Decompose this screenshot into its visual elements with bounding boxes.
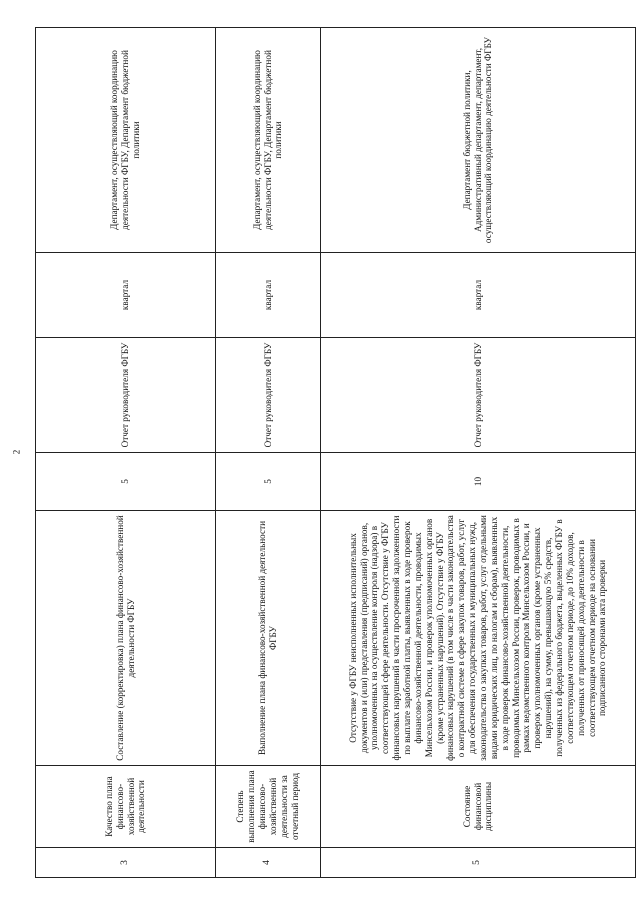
rotated-table-container [35, 28, 635, 878]
responsible-cell: Департамент, осуществляющий координацию деятельности ФГБУ, Департамент бюджетной политики [36, 28, 216, 253]
row-number: 3 [36, 848, 216, 878]
criterion-cell: Отсутствие у ФГБУ неисполненных исполнительных документов и (или) представления (предписаний) органов, уполномоченных на осуществление контроля (надзора) в соответствующей сфере деятельности. Отсутствие у ФГБУ финансовых нарушений в части просроченной задолженности по выплате заработной платы, выявленных в ходе проверок финансово-хозяйственной деятельности, проводимых Минсельхозом России, и проверок уполномоченных органов (кроме устраненных нарушений). Отсутствие у ФГБУ финансовых нарушений (в том числе в части законодательства о контрактной системе в сфере закупок товаров, работ, услуг для обеспечения государственных и муниципальных нужд, законодательства о закупках товаров, работ, услуг отдельными видами юридических лиц, по налогам и сборам), выявленных в ходе проверок финансово-хозяйственной деятельности, проводимых Минсельхозом России, проверок, проводимых в рамках ведомственного контроля Минсельхозом России, и проверок уполномоченных органов (кроме устраненных нарушений), на сумму, превышающую 5% средств, полученных из федерального бюджета, выделенных ФГБУ в соответствующем отчетном периоде, до 10% доходов, полученных от приносящей доход деятельности в соответствующем отчетном периоде на основании подписанного сторонами акта проверки [321, 511, 636, 766]
criterion-cell: Составление (корректировка) плана финансово-хозяйственной деятельности ФГБУ [36, 511, 216, 766]
table-row [321, 28, 636, 878]
table-row [216, 28, 321, 878]
source-cell: Отчет руководителя ФГБУ [216, 338, 321, 453]
page-number: 2 [11, 449, 22, 455]
responsible-cell: Департамент, осуществляющий координацию деятельности ФГБУ, Департамент бюджетной политики [216, 28, 321, 253]
points-cell: 5 [36, 453, 216, 511]
points-cell: 10 [321, 453, 636, 511]
criterion-cell: Выполнение плана финансово-хозяйственной деятельности ФГБУ [216, 511, 321, 766]
criteria-table [35, 27, 636, 878]
source-cell: Отчет руководителя ФГБУ [36, 338, 216, 453]
indicator-cell: Степень выполнения плана финансово-хозяйственной деятельности за отчетный период [216, 766, 321, 848]
indicator-cell: Состояние финансовой дисциплины [321, 766, 636, 848]
points-cell: 5 [216, 453, 321, 511]
period-cell: квартал [36, 253, 216, 338]
table-row [36, 28, 216, 878]
responsible-cell: Департамент бюджетной политики, Административный департамент, департамент, осуществляющий координацию деятельности ФГБУ [321, 28, 636, 253]
period-cell: квартал [321, 253, 636, 338]
period-cell: квартал [216, 253, 321, 338]
row-number: 5 [321, 848, 636, 878]
source-cell: Отчет руководителя ФГБУ [321, 338, 636, 453]
indicator-cell: Качество плана финансово-хозяйственной деятельности [36, 766, 216, 848]
row-number: 4 [216, 848, 321, 878]
